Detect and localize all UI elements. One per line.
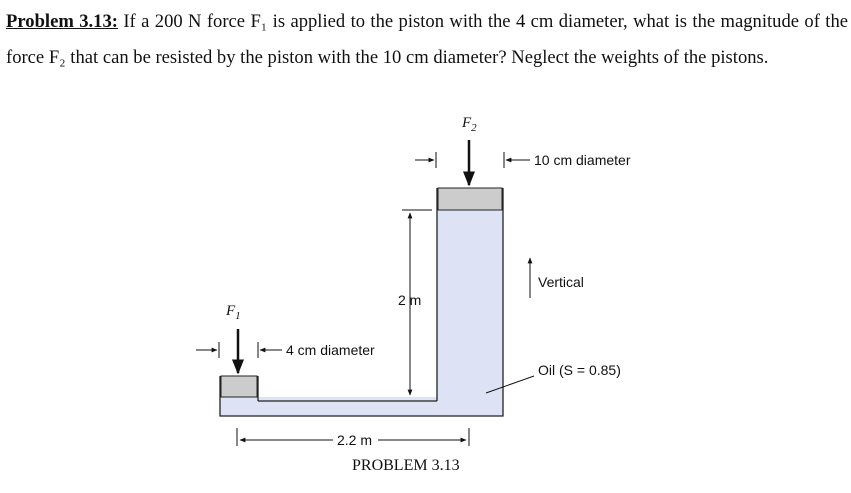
problem-body: If a 200 N force F₁ is applied to the piston with the 4 cm diameter, what is the magnitude of the force F₂ that can be resisted by the piston with the 10 cm diameter? Neglect the weights of the pistons. bbox=[6, 11, 848, 68]
problem-label: Problem 3.13: bbox=[6, 11, 118, 32]
figure-caption: PROBLEM 3.13 bbox=[352, 457, 460, 474]
height-label: 2 m bbox=[398, 292, 422, 308]
vertical-label: Vertical bbox=[538, 274, 584, 290]
f2-label: $F_2$ bbox=[462, 115, 477, 134]
f1-label: $F_1$ bbox=[226, 303, 241, 322]
small-piston-label: 4 cm diameter bbox=[286, 342, 375, 358]
small-piston bbox=[221, 376, 257, 397]
oil-label: Oil (S = 0.85) bbox=[538, 362, 621, 378]
oil-region bbox=[220, 210, 503, 416]
large-piston bbox=[438, 188, 502, 210]
large-piston-label: 10 cm diameter bbox=[534, 152, 631, 168]
length-label: 2.2 m bbox=[337, 432, 373, 448]
